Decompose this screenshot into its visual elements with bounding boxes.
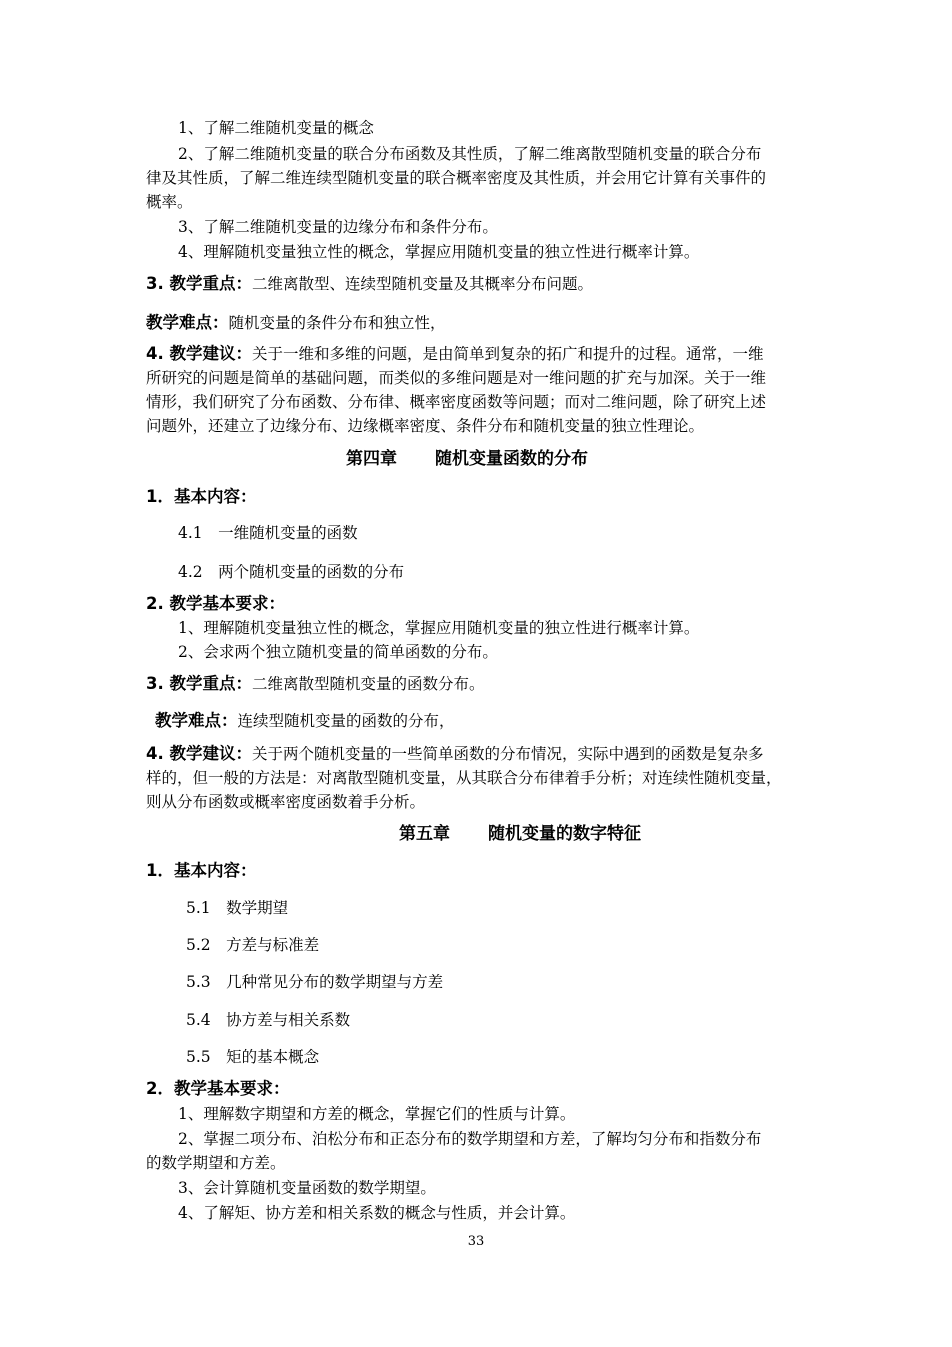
requirement-item: 1、理解随机变量独立性的概念，掌握应用随机变量的独立性进行概率计算。 <box>178 619 700 637</box>
content-item: 5.2 方差与标准差 <box>186 936 320 954</box>
teaching-difficulty <box>146 312 446 334</box>
requirement-item: 3、了解二维随机变量的边缘分布和条件分布。 <box>178 218 498 236</box>
chapter-heading <box>346 447 588 471</box>
requirement-item: 2、掌握二项分布、泊松分布和正态分布的数学期望和方差，了解均匀分布和指数分布 <box>178 1130 762 1148</box>
basic-content-heading: 1．基本内容： <box>146 487 257 506</box>
chapter-number: 第五章 <box>399 824 450 844</box>
advice-line: 情形，我们研究了分布函数、分布律、概率密度函数等问题；而对二维问题，除了研究上述 <box>146 393 767 411</box>
teaching-advice <box>146 743 764 765</box>
advice-line: 样的，但一般的方法是：对离散型随机变量，从其联合分布律着手分析；对连续性随机变量， <box>146 769 782 787</box>
requirement-item-continued: 律及其性质，了解二维连续型随机变量的联合概率密度及其性质，并会用它计算有关事件的 <box>146 169 767 187</box>
teaching-focus <box>146 273 593 295</box>
teaching-difficulty-label: 教学难点： <box>146 313 229 332</box>
teaching-focus <box>146 673 485 695</box>
chapter-title: 随机变量函数的分布 <box>435 449 588 469</box>
teaching-focus-text: 二维离散型随机变量的函数分布。 <box>252 675 485 693</box>
basic-requirements-heading: 2．教学基本要求： <box>146 1079 290 1098</box>
chapter-number: 第四章 <box>346 449 397 469</box>
teaching-advice-text: 关于一维和多维的问题，是由简单到复杂的拓广和提升的过程。通常，一维 <box>252 345 764 363</box>
teaching-advice-label: 4. 教学建议： <box>146 744 252 763</box>
basic-requirements-heading: 2. 教学基本要求： <box>146 594 285 613</box>
content-item: 5.1 数学期望 <box>186 899 289 917</box>
basic-content-heading: 1．基本内容： <box>146 861 257 880</box>
requirement-item: 1、了解二维随机变量的概念 <box>178 119 374 137</box>
teaching-difficulty-text: 随机变量的条件分布和独立性， <box>228 314 446 332</box>
chapter-title: 随机变量的数字特征 <box>488 824 641 844</box>
teaching-difficulty <box>155 710 455 732</box>
requirement-item: 2、会求两个独立随机变量的简单函数的分布。 <box>178 643 498 661</box>
requirement-item: 4、了解矩、协方差和相关系数的概念与性质，并会计算。 <box>178 1204 576 1222</box>
requirement-item-continued: 概率。 <box>146 193 193 211</box>
teaching-advice <box>146 343 764 365</box>
content-item: 5.4 协方差与相关系数 <box>186 1011 351 1029</box>
advice-line: 问题外，还建立了边缘分布、边缘概率密度、条件分布和随机变量的独立性理论。 <box>146 417 705 435</box>
requirement-item: 4、理解随机变量独立性的概念，掌握应用随机变量的独立性进行概率计算。 <box>178 243 700 261</box>
teaching-advice-label: 4. 教学建议： <box>146 344 252 363</box>
content-item: 5.3 几种常见分布的数学期望与方差 <box>186 973 444 991</box>
teaching-focus-text: 二维离散型、连续型随机变量及其概率分布问题。 <box>252 275 594 293</box>
teaching-advice-text: 关于两个随机变量的一些简单函数的分布情况，实际中遇到的函数是复杂多 <box>252 745 764 763</box>
content-item: 4.2 两个随机变量的函数的分布 <box>178 563 405 581</box>
requirement-item-continued: 的数学期望和方差。 <box>146 1154 286 1172</box>
advice-line: 则从分布函数或概率密度函数着手分析。 <box>146 793 426 811</box>
page-number: 33 <box>467 1234 485 1249</box>
content-item: 4.1 一维随机变量的函数 <box>178 524 358 542</box>
teaching-difficulty-label: 教学难点： <box>155 711 238 730</box>
advice-line: 所研究的问题是简单的基础问题，而类似的多维问题是对一维问题的扩充与加深。关于一维 <box>146 369 767 387</box>
requirement-item: 1、理解数字期望和方差的概念，掌握它们的性质与计算。 <box>178 1105 576 1123</box>
content-item: 5.5 矩的基本概念 <box>186 1048 320 1066</box>
chapter-heading <box>399 822 641 846</box>
requirement-item: 2、了解二维随机变量的联合分布函数及其性质，了解二维离散型随机变量的联合分布 <box>178 145 762 163</box>
teaching-focus-label: 3. 教学重点： <box>146 274 252 293</box>
teaching-focus-label: 3. 教学重点： <box>146 674 252 693</box>
requirement-item: 3、会计算随机变量函数的数学期望。 <box>178 1179 436 1197</box>
teaching-difficulty-text: 连续型随机变量的函数的分布， <box>237 712 455 730</box>
